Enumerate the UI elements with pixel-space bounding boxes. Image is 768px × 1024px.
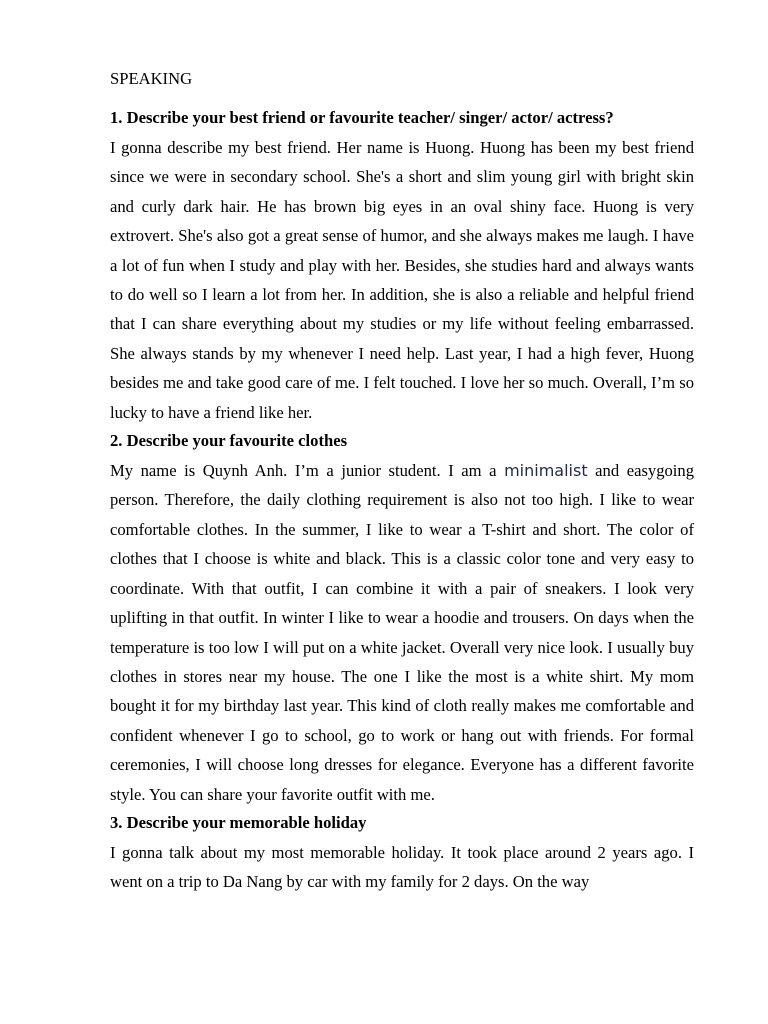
answer-text: and easygoing person. Therefore, the daily clothing requirement is also not too high. I like to wear comfortable clothes. In the summer, I like to wear a T-shirt and short. The color of clothes that I choose is white and black. This is a classic color tone and very easy to coordinate. With that outfit, I can combine it with a pair of sneakers. I look very uplifting in that outfit. In winter I like to wear a hoodie and trousers. On days when the temperature is too low I will put on a white jacket. Overall very nice look. I usually buy clothes in stores near my house. The one I like the most is a white shirt. My mom bought it for my birthday last year. This kind of cloth really makes me comfortable and confident whenever I go to school, go to work or hang out with friends. For formal ceremonies, I will choose long dresses for elegance. Everyone has a different favorite style. You can share your favorite outfit with me. bbox=[110, 461, 694, 804]
section-favourite-clothes bbox=[110, 428, 694, 809]
question-heading: 3. Describe your memorable holiday bbox=[110, 812, 367, 832]
answer-paragraph: I gonna describe my best friend. Her name is Huong. Huong has been my best friend since we were in secondary school. She's a short and slim young girl with bright skin and curly dark hair. He has brown big eyes in an oval shiny face. Huong is very extrovert. She's also got a great sense of humor, and she always makes me laugh. I have a lot of fun when I study and play with her. Besides, she studies hard and always wants to do well so I learn a lot from her. In addition, she is also a reliable and helpful friend that I can share everything about my studies or my life without feeling embarrassed. She always stands by my whenever I need help. Last year, I had a high fever, Huong besides me and take good care of me. I felt touched. I love her so much. Overall, I’m so lucky to have a friend like her. bbox=[110, 138, 694, 422]
highlighted-word: minimalist bbox=[504, 461, 588, 481]
section-best-friend bbox=[110, 105, 694, 427]
question-heading: 1. Describe your best friend or favourite teacher/ singer/ actor/ actress? bbox=[110, 108, 614, 127]
answer-paragraph: I gonna talk about my most memorable holiday. It took place around 2 years ago. I went on a trip to Da Nang by car with my family for 2 days. On the way bbox=[110, 842, 694, 892]
question-heading: 2. Describe your favourite clothes bbox=[110, 431, 348, 451]
document-page bbox=[110, 66, 694, 897]
section-memorable-holiday bbox=[110, 810, 694, 897]
answer-paragraph bbox=[110, 456, 694, 809]
answer-text: My name is Quynh Anh. I’m a junior student. I am a bbox=[110, 461, 505, 481]
document-title: SPEAKING bbox=[110, 69, 193, 88]
